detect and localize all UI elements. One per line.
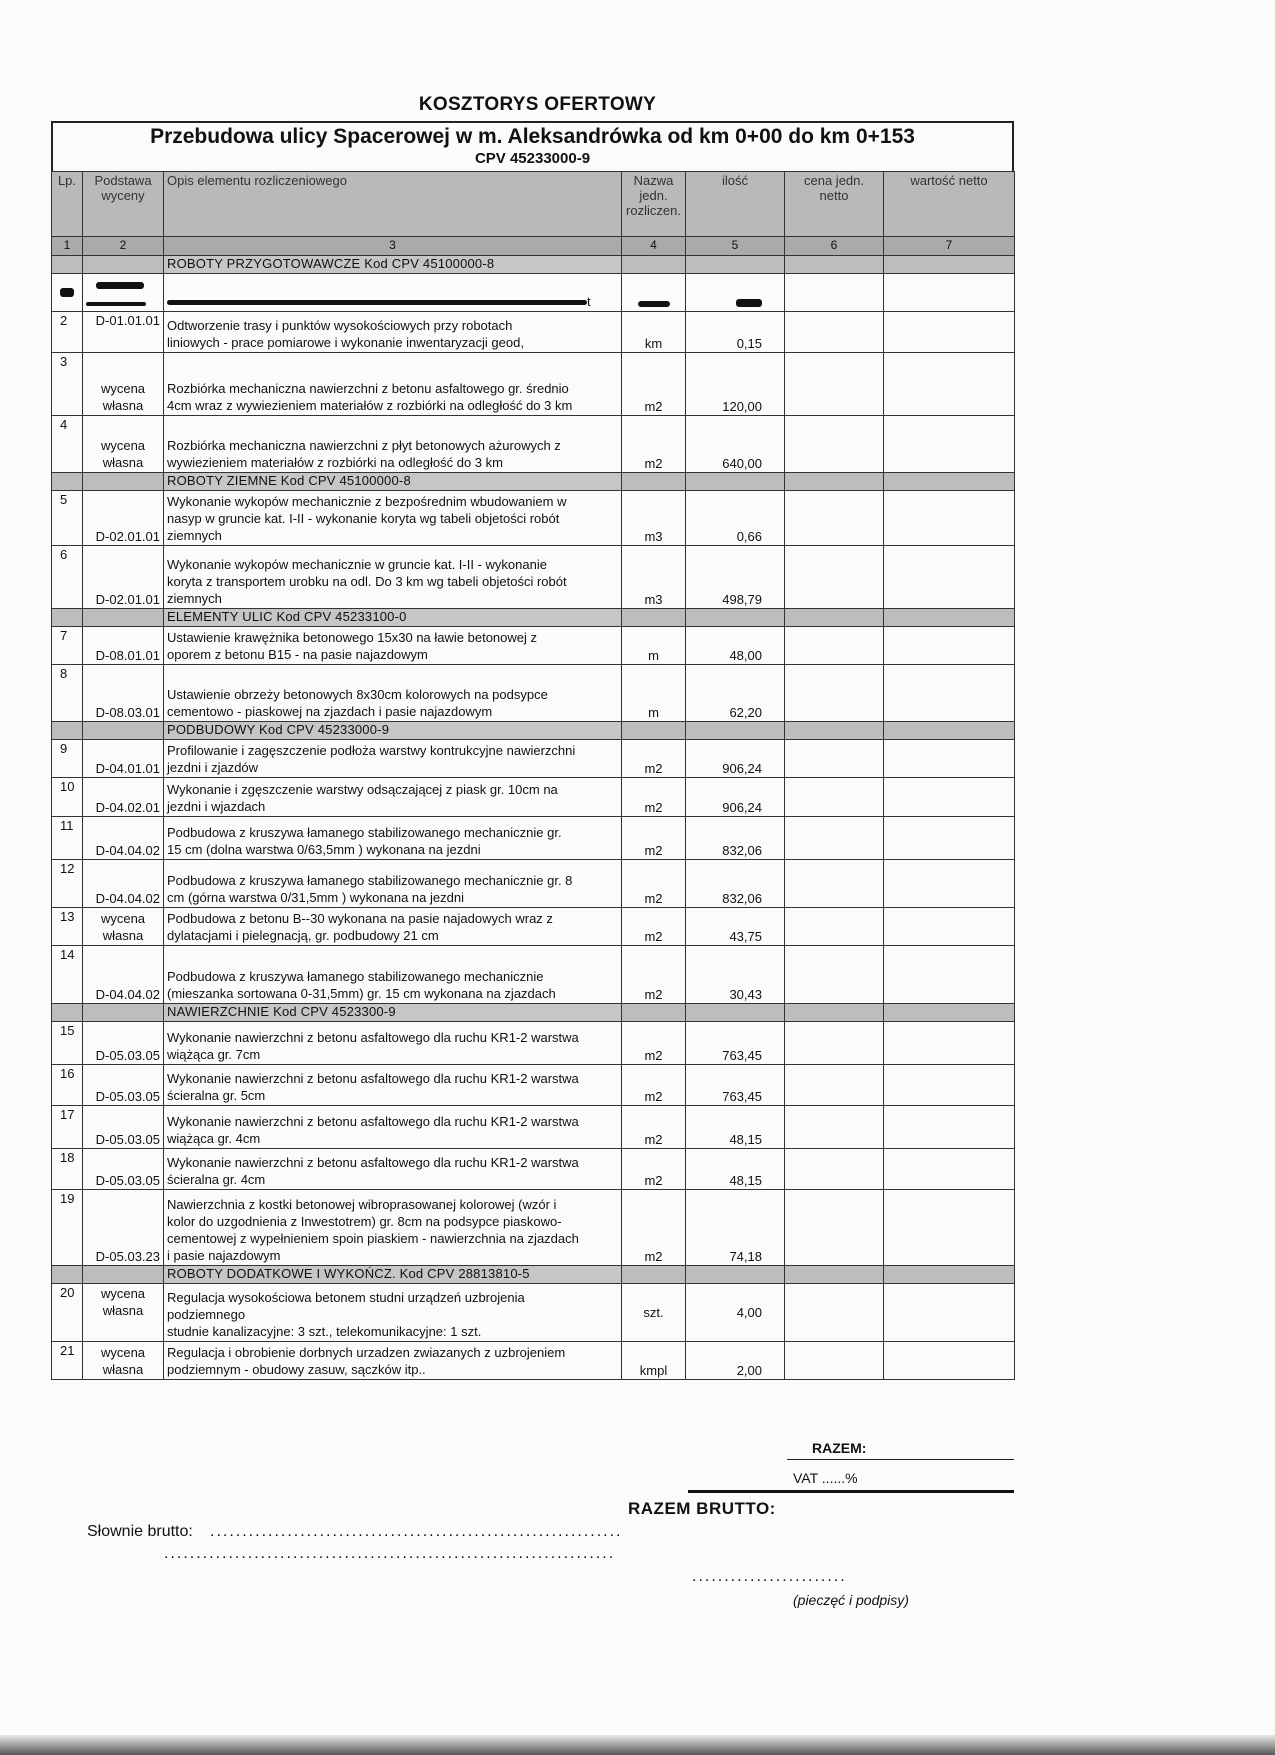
- table-row: [52, 546, 1015, 609]
- item-unit: m2: [622, 817, 686, 860]
- item-description-line: i pasie najazdowym: [167, 1248, 281, 1263]
- section-header-row: [52, 722, 1015, 740]
- item-unit-price[interactable]: [785, 491, 884, 546]
- item-description-line: Wykonanie nawierzchni z betonu asfaltowego dla ruchu KR1-2 warstwa: [167, 1071, 579, 1086]
- item-net-value[interactable]: [884, 546, 1015, 609]
- item-unit: m2: [622, 416, 686, 473]
- redaction-mark: [86, 302, 146, 306]
- item-quantity: 120,00: [686, 353, 785, 416]
- item-net-value[interactable]: [884, 946, 1015, 1004]
- item-description-line: Podbudowa z kruszywa łamanego stabilizowanego mechanicznie gr. 8: [167, 873, 573, 888]
- item-unit: m2: [622, 778, 686, 817]
- item-description-line: Wykonanie wykopów mechanicznie z bezpośrednim wbudowaniem w: [167, 494, 567, 509]
- section-header-row: [52, 256, 1015, 274]
- item-net-value[interactable]: [884, 353, 1015, 416]
- item-lp: 20: [52, 1284, 83, 1342]
- column-header-row: [52, 172, 1015, 237]
- item-unit-price[interactable]: [785, 946, 884, 1004]
- item-net-value[interactable]: [884, 1284, 1015, 1342]
- item-lp: 18: [52, 1149, 83, 1190]
- item-lp: 21: [52, 1342, 83, 1380]
- amount-in-words-label: Słownie brutto:: [87, 1523, 193, 1540]
- item-unit-price[interactable]: [785, 1022, 884, 1065]
- item-unit: m2: [622, 353, 686, 416]
- table-row: [52, 740, 1015, 778]
- item-unit: szt.: [622, 1284, 686, 1342]
- document-title: KOSZTORYS OFERTOWY: [418, 94, 657, 115]
- item-net-value[interactable]: [884, 312, 1015, 353]
- item-basis: D-05.03.23: [83, 1190, 164, 1266]
- item-unit: m2: [622, 740, 686, 778]
- item-lp: 13: [52, 908, 83, 946]
- item-description-line: Ustawienie krawężnika betonowego 15x30 na ławie betonowej z: [167, 630, 538, 645]
- item-net-value[interactable]: [884, 416, 1015, 473]
- item-lp: 11: [52, 817, 83, 860]
- section-header-row: [52, 1004, 1015, 1022]
- item-description-line: ziemnych: [167, 591, 222, 606]
- redaction-mark: [167, 300, 587, 305]
- section-label: ROBOTY PRZYGOTOWAWCZE Kod CPV 45100000-8: [164, 256, 622, 274]
- item-unit: m2: [622, 1022, 686, 1065]
- col-header-lp: Lp.: [52, 172, 83, 237]
- item-net-value[interactable]: [884, 778, 1015, 817]
- item-basis: wycena: [100, 1286, 146, 1301]
- item-unit-price[interactable]: [785, 353, 884, 416]
- table-row: [52, 1106, 1015, 1149]
- section-header-row: [52, 1266, 1015, 1284]
- item-unit: m2: [622, 1065, 686, 1106]
- item-description-line: Rozbiórka mechaniczna nawierzchni z płyt betonowych ażurowych z: [167, 438, 561, 453]
- item-description-line: Podbudowa z betonu B--30 wykonana na pasie najadowych wraz z: [167, 911, 553, 926]
- item-description-line: ścieralna gr. 4cm: [167, 1172, 266, 1187]
- section-header-row: [52, 609, 1015, 627]
- item-description-line: Wykonanie wykopów mechanicznie w gruncie kat. I-II - wykonanie: [167, 557, 547, 572]
- item-basis: wycena: [100, 1345, 146, 1360]
- amount-in-words-line[interactable]: ......................................................................: [164, 1545, 616, 1562]
- item-basis: wycena: [100, 381, 146, 396]
- col-number: 2: [83, 237, 164, 256]
- item-description-line: 15 cm (dolna warstwa 0/63,5mm ) wykonana na jezdni: [167, 842, 481, 857]
- item-description-line: oporem z betonu B15 - na pasie najazdowym: [167, 647, 428, 662]
- item-unit: m: [622, 665, 686, 722]
- table-row: [52, 312, 1015, 353]
- section-label: PODBUDOWY Kod CPV 45233000-9: [164, 722, 622, 740]
- vat-label: VAT ......%: [793, 1470, 858, 1486]
- item-basis: D-05.03.05: [83, 1106, 164, 1149]
- item-lp: 5: [52, 491, 83, 546]
- item-basis: własna: [102, 928, 144, 943]
- item-lp: 4: [52, 416, 83, 473]
- item-unit: m2: [622, 946, 686, 1004]
- item-quantity: 0,15: [686, 312, 785, 353]
- item-quantity: 498,79: [686, 546, 785, 609]
- item-lp: 14: [52, 946, 83, 1004]
- item-description-line: studnie kanalizacyjne: 3 szt., telekomunikacyjne: 1 szt.: [167, 1324, 482, 1339]
- item-lp: 16: [52, 1065, 83, 1106]
- item-net-value[interactable]: [884, 860, 1015, 908]
- table-row: [52, 1284, 1015, 1342]
- item-description-line: Nawierzchnia z kostki betonowej wibroprasowanej kolorowej (wzór i: [167, 1197, 557, 1212]
- item-lp: 10: [52, 778, 83, 817]
- signature-line[interactable]: ........................: [692, 1568, 847, 1585]
- item-basis: D-04.04.02: [83, 946, 164, 1004]
- item-basis: D-05.03.05: [83, 1022, 164, 1065]
- item-net-value[interactable]: [884, 1342, 1015, 1380]
- item-quantity: 0,66: [686, 491, 785, 546]
- item-quantity: 763,45: [686, 1065, 785, 1106]
- item-description-line: Wykonanie i zgęszczenie warstwy odsączającej z piask gr. 10cm na: [167, 782, 558, 797]
- item-description-line: Regulacja wysokościowa betonem studni urządzeń uzbrojenia: [167, 1290, 525, 1305]
- item-net-value[interactable]: [884, 1022, 1015, 1065]
- item-net-value[interactable]: [884, 1149, 1015, 1190]
- item-basis: własna: [102, 1362, 144, 1377]
- item-basis: własna: [102, 1303, 144, 1318]
- table-row: [52, 416, 1015, 473]
- item-description-line: Wykonanie nawierzchni z betonu asfaltowego dla ruchu KR1-2 warstwa: [167, 1114, 579, 1129]
- item-description-line: 4cm wraz z wywiezieniem materiałów z rozbiórki na odległość do 3 km: [167, 398, 573, 413]
- col-number: 6: [785, 237, 884, 256]
- item-unit-price[interactable]: [785, 1065, 884, 1106]
- table-row: [52, 665, 1015, 722]
- item-unit: m2: [622, 1149, 686, 1190]
- item-description-line: Odtworzenie trasy i punktów wysokościowych przy robotach: [167, 318, 513, 333]
- item-description-line: Profilowanie i zagęszczenie podłoża warstwy kontrukcyjne nawierzchni: [167, 743, 576, 758]
- item-description-line: cm (górna warstwa 0/31,5mm ) wykonana na jezdni: [167, 890, 464, 905]
- item-description-line: Wykonanie nawierzchni z betonu asfaltowego dla ruchu KR1-2 warstwa: [167, 1030, 579, 1045]
- item-quantity: 43,75: [686, 908, 785, 946]
- item-description-line: Podbudowa z kruszywa łamanego stabilizowanego mechanicznie: [167, 969, 544, 984]
- item-quantity: 906,24: [686, 778, 785, 817]
- table-row: [52, 627, 1015, 665]
- col-header-net-value: wartość netto: [884, 172, 1015, 237]
- item-net-value[interactable]: [884, 1190, 1015, 1266]
- item-quantity: 906,24: [686, 740, 785, 778]
- item-unit: m3: [622, 546, 686, 609]
- item-basis: własna: [102, 398, 144, 413]
- item-description-line: podziemnego: [167, 1307, 246, 1322]
- estimate-table: [51, 171, 1015, 1380]
- amount-in-words-line[interactable]: ................................................................: [210, 1523, 623, 1540]
- col-header-basis: Podstawa wyceny: [83, 172, 164, 237]
- item-description-line: jezdni i zjazdów: [167, 760, 259, 775]
- table-row: [52, 946, 1015, 1004]
- item-description-line: wiążąca gr. 7cm: [167, 1047, 261, 1062]
- item-unit: kmpl: [622, 1342, 686, 1380]
- table-row: [52, 1065, 1015, 1106]
- section-label: ELEMENTY ULIC Kod CPV 45233100-0: [164, 609, 622, 627]
- item-quantity: 48,00: [686, 627, 785, 665]
- item-lp: 15: [52, 1022, 83, 1065]
- item-basis: D-02.01.01: [83, 546, 164, 609]
- col-header-unit-price: cena jedn. netto: [785, 172, 884, 237]
- item-description-line: nasyp w gruncie kat. I-II - wykonanie koryta wg tabeli objetości robót: [167, 511, 560, 526]
- section-label: NAWIERZCHNIE Kod CPV 4523300-9: [164, 1004, 622, 1022]
- item-unit-price[interactable]: [785, 1149, 884, 1190]
- col-header-description: Opis elementu rozliczeniowego: [164, 172, 622, 237]
- item-unit-price[interactable]: [785, 627, 884, 665]
- item-lp: 12: [52, 860, 83, 908]
- table-row: [52, 353, 1015, 416]
- col-number: 3: [164, 237, 622, 256]
- item-unit: m3: [622, 491, 686, 546]
- item-quantity: 62,20: [686, 665, 785, 722]
- item-description-line: cementowej z wypełnieniem spoin piaskiem - nawierzchnia na zjazdach: [167, 1231, 579, 1246]
- item-unit-price[interactable]: [785, 665, 884, 722]
- item-net-value[interactable]: [884, 665, 1015, 722]
- item-net-value[interactable]: [884, 817, 1015, 860]
- item-lp: 3: [52, 353, 83, 416]
- item-basis: D-05.03.05: [83, 1149, 164, 1190]
- item-unit-price[interactable]: [785, 546, 884, 609]
- signature-note: (pieczęć i podpisy): [793, 1592, 909, 1608]
- redaction-mark: [638, 301, 670, 307]
- item-lp: 7: [52, 627, 83, 665]
- item-net-value[interactable]: [884, 491, 1015, 546]
- item-description-line: liniowych - prace pomiarowe i wykonanie inwentaryzacji geod,: [167, 335, 524, 350]
- section-header-row: [52, 473, 1015, 491]
- item-description-line: ziemnych: [167, 528, 222, 543]
- column-number-row: [52, 237, 1015, 256]
- item-basis: wycena: [100, 438, 146, 453]
- item-unit-price[interactable]: [785, 740, 884, 778]
- item-quantity: 4,00: [686, 1284, 785, 1342]
- total-gross-line: [688, 1490, 1014, 1493]
- item-basis: D-04.04.02: [83, 860, 164, 908]
- table-row: [52, 1149, 1015, 1190]
- col-header-quantity: ilość: [686, 172, 785, 237]
- project-cpv-code: CPV 45233000-9: [474, 150, 591, 167]
- item-quantity: 832,06: [686, 860, 785, 908]
- item-quantity: 48,15: [686, 1106, 785, 1149]
- item-basis: D-04.02.01: [83, 778, 164, 817]
- item-unit-price[interactable]: [785, 1342, 884, 1380]
- item-unit: m: [622, 627, 686, 665]
- col-header-unit: Nazwa jedn. rozliczen.: [622, 172, 686, 237]
- item-unit-price[interactable]: [785, 908, 884, 946]
- project-title: Przebudowa ulicy Spacerowej w m. Aleksandrówka od km 0+00 do km 0+153: [150, 125, 915, 148]
- table-row-redacted: [52, 274, 1015, 312]
- table-row: [52, 860, 1015, 908]
- item-description-line: podziemnym - obudowy zasuw, sączków itp..: [167, 1362, 426, 1377]
- table-row: [52, 1190, 1015, 1266]
- item-unit-price[interactable]: [785, 1190, 884, 1266]
- item-basis: D-02.01.01: [83, 491, 164, 546]
- item-basis: D-08.03.01: [83, 665, 164, 722]
- table-row: [52, 491, 1015, 546]
- col-number: 5: [686, 237, 785, 256]
- section-label: ROBOTY DODATKOWE I WYKOŃCZ. Kod CPV 28813810-5: [164, 1266, 622, 1284]
- item-description-line: Ustawienie obrzeży betonowych 8x30cm kolorowych na podsypce: [167, 687, 548, 702]
- item-description-line: Rozbiórka mechaniczna nawierzchni z betonu asfaltowego gr. średnio: [167, 381, 569, 396]
- scan-edge-shadow: [0, 1735, 1275, 1755]
- total-net-label: RAZEM:: [812, 1440, 867, 1456]
- item-unit: m2: [622, 860, 686, 908]
- table-row: [52, 1342, 1015, 1380]
- item-description-line: wiążąca gr. 4cm: [167, 1131, 261, 1146]
- item-lp: 8: [52, 665, 83, 722]
- item-unit-price[interactable]: [785, 817, 884, 860]
- item-basis: D-01.01.01: [83, 312, 164, 353]
- item-unit-price[interactable]: [785, 312, 884, 353]
- item-description-line: koryta z transportem urobku na odl. Do 3 km wg tabeli objetości robót: [167, 574, 567, 589]
- item-description-line: cementowo - piaskowej na zjazdach i pasie najazdowym: [167, 704, 493, 719]
- item-description-line: Podbudowa z kruszywa łamanego stabilizowanego mechanicznie gr.: [167, 825, 562, 840]
- table-row: [52, 778, 1015, 817]
- item-quantity: 640,00: [686, 416, 785, 473]
- item-description-line: Wykonanie nawierzchni z betonu asfaltowego dla ruchu KR1-2 warstwa: [167, 1155, 579, 1170]
- table-row: [52, 908, 1015, 946]
- total-net-line: [787, 1459, 1014, 1460]
- section-label: ROBOTY ZIEMNE Kod CPV 45100000-8: [164, 473, 622, 491]
- item-net-value[interactable]: [884, 740, 1015, 778]
- item-basis: D-04.01.01: [83, 740, 164, 778]
- item-description-line: t: [587, 294, 591, 309]
- item-unit-price[interactable]: [785, 1106, 884, 1149]
- redaction-mark: [60, 288, 74, 297]
- item-lp: 19: [52, 1190, 83, 1266]
- item-description-line: Regulacja i obrobienie dorbnych urzadzen zwiazanych z uzbrojeniem: [167, 1345, 566, 1360]
- item-net-value[interactable]: [884, 1065, 1015, 1106]
- item-net-value[interactable]: [884, 1106, 1015, 1149]
- item-lp: 17: [52, 1106, 83, 1149]
- item-unit-price[interactable]: [785, 416, 884, 473]
- redaction-mark: [96, 282, 144, 289]
- item-unit-price[interactable]: [785, 1284, 884, 1342]
- item-description-line: jezdni i wjazdach: [167, 799, 266, 814]
- item-basis: własna: [102, 455, 144, 470]
- project-header: [51, 121, 1014, 172]
- item-basis: D-08.01.01: [83, 627, 164, 665]
- item-lp: 2: [52, 312, 83, 353]
- item-description-line: dylatacjami i pielegnacją, gr. podbudowy 21 cm: [167, 928, 439, 943]
- col-number: 7: [884, 237, 1015, 256]
- table-row: [52, 1022, 1015, 1065]
- table-row: [52, 817, 1015, 860]
- item-unit: m2: [622, 1190, 686, 1266]
- item-description-line: (mieszanka sortowana 0-31,5mm) gr. 15 cm wykonana na zjazdach: [167, 986, 556, 1001]
- item-unit-price[interactable]: [785, 860, 884, 908]
- redaction-mark: [736, 299, 762, 307]
- item-unit-price[interactable]: [785, 778, 884, 817]
- item-net-value[interactable]: [884, 627, 1015, 665]
- item-net-value[interactable]: [884, 908, 1015, 946]
- item-lp: 6: [52, 546, 83, 609]
- item-unit: m2: [622, 1106, 686, 1149]
- item-quantity: 48,15: [686, 1149, 785, 1190]
- item-quantity: 763,45: [686, 1022, 785, 1065]
- item-quantity: 30,43: [686, 946, 785, 1004]
- item-description-line: wywiezieniem materiałów z rozbiórki na odległość do 3 km: [167, 455, 503, 470]
- item-basis: D-05.03.05: [83, 1065, 164, 1106]
- item-lp: 9: [52, 740, 83, 778]
- total-gross-label: RAZEM BRUTTO:: [628, 1499, 776, 1518]
- item-description-line: kolor do uzgodnienia z Inwestotrem) gr. 8cm na podsypce piaskowo-: [167, 1214, 562, 1229]
- col-number: 4: [622, 237, 686, 256]
- item-unit: km: [622, 312, 686, 353]
- item-unit: m2: [622, 908, 686, 946]
- item-description-line: ścieralna gr. 5cm: [167, 1088, 266, 1103]
- item-quantity: 74,18: [686, 1190, 785, 1266]
- item-basis: wycena: [100, 911, 146, 926]
- item-quantity: 832,06: [686, 817, 785, 860]
- item-basis: D-04.04.02: [83, 817, 164, 860]
- item-quantity: 2,00: [686, 1342, 785, 1380]
- col-number: 1: [52, 237, 83, 256]
